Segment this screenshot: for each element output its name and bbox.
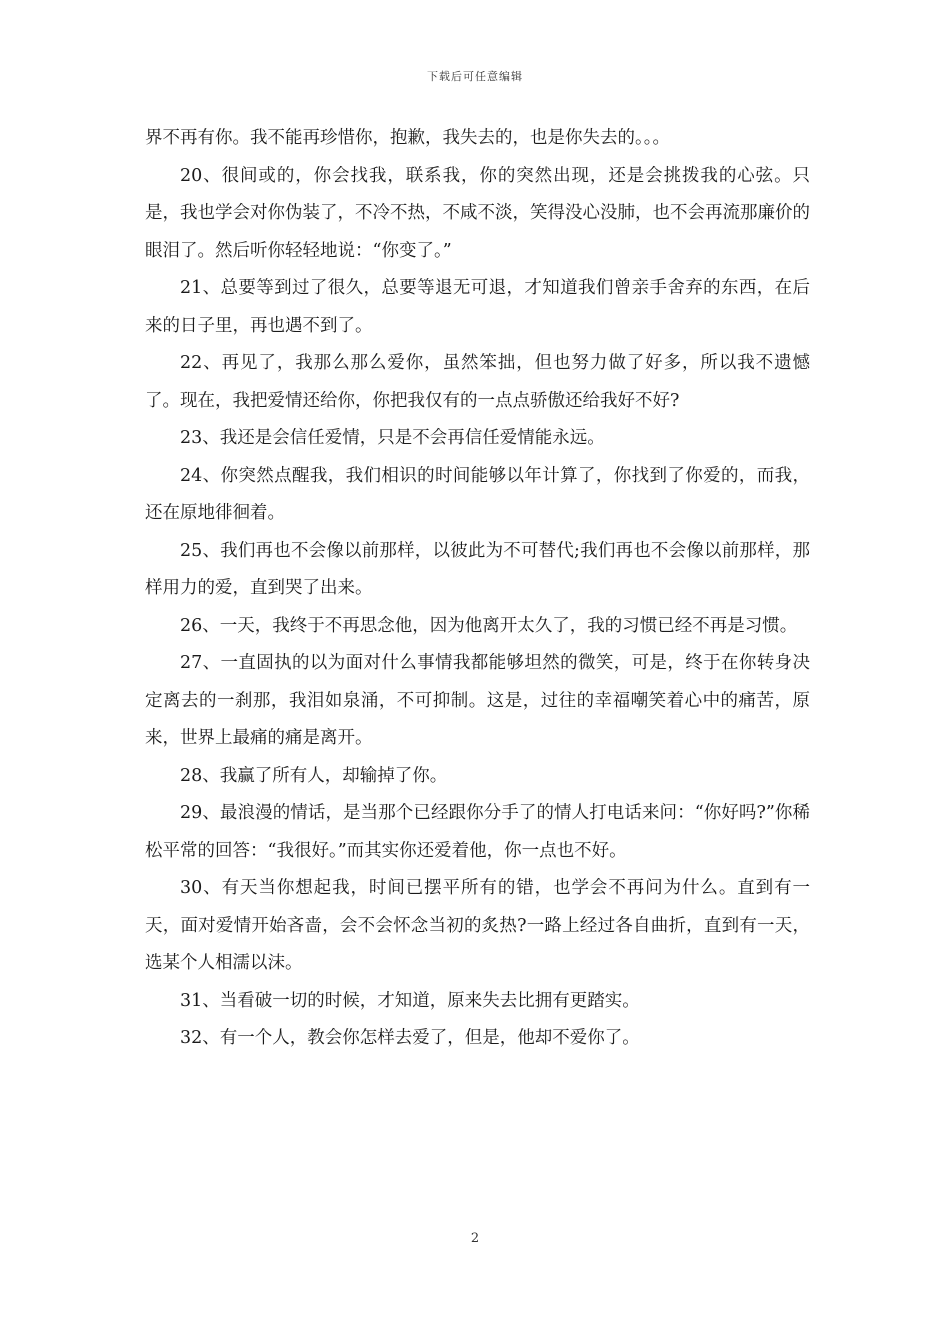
paragraph-25: 25、我们再也不会像以前那样，以彼此为不可替代;我们再也不会像以前那样，那样用力的爱，直到哭了出来。 — [145, 540, 810, 598]
paragraph-23: 23、我还是会信任爱情，只是不会再信任爱情能永远。 — [180, 428, 605, 448]
paragraph-22: 22、再见了，我那么那么爱你，虽然笨拙，但也努力做了好多，所以我不遗憾了。现在，我把爱情还给你，你把我仅有的一点点骄傲还给我好不好? — [145, 353, 810, 411]
paragraph-continuation: 界不再有你。我不能再珍惜你，抱歉，我失去的，也是你失去的。。。 — [145, 128, 670, 148]
paragraph-28: 28、我赢了所有人，却输掉了你。 — [180, 765, 448, 786]
paragraph-30: 30、有天当你想起我，时间已摆平所有的错，也学会不再问为什么。直到有一天，面对爱情开始吝啬，会不会怀念当初的炙热?一路上经过各自曲折，直到有一天，选某个人相濡以沫。 — [145, 878, 810, 973]
paragraph-29: 29、最浪漫的情话，是当那个已经跟你分手了的情人打电话来问：“你好吗?”你稀松平常的回答：“我很好。”而其实你还爱着他，你一点也不好。 — [145, 803, 810, 861]
paragraph-32: 32、有一个人，教会你怎样去爱了，但是，他却不爱你了。 — [180, 1028, 640, 1048]
paragraph-21: 21、总要等到过了很久，总要等退无可退，才知道我们曾亲手舍弃的东西，在后来的日子里，再也遇不到了。 — [145, 278, 810, 336]
paragraph-24: 24、你突然点醒我，我们相识的时间能够以年计算了，你找到了你爱的，而我，还在原地徘徊着。 — [145, 465, 810, 523]
paragraph-31: 31、当看破一切的时候，才知道，原来失去比拥有更踏实。 — [180, 990, 640, 1011]
paragraph-20: 20、很间或的，你会找我，联系我，你的突然出现，还是会挑拨我的心弦。只是，我也学会对你伪装了，不冷不热，不咸不淡，笑得没心没肺，也不会再流那廉价的眼泪了。然后听你轻轻地说：“你变了。” — [145, 165, 810, 261]
body-text — [145, 120, 810, 1058]
paragraph-26: 26、一天，我终于不再思念他，因为他离开太久了，我的习惯已经不再是习惯。 — [180, 615, 798, 636]
page-header: 下载后可任意编辑 — [427, 70, 523, 83]
paragraph-27: 27、一直固执的以为面对什么事情我都能够坦然的微笑，可是，终于在你转身决定离去的一刹那，我泪如泉涌，不可抑制。这是，过往的幸福嘲笑着心中的痛苦，原来，世界上最痛的痛是离开。 — [145, 653, 810, 748]
page-number: 2 — [470, 1231, 480, 1246]
